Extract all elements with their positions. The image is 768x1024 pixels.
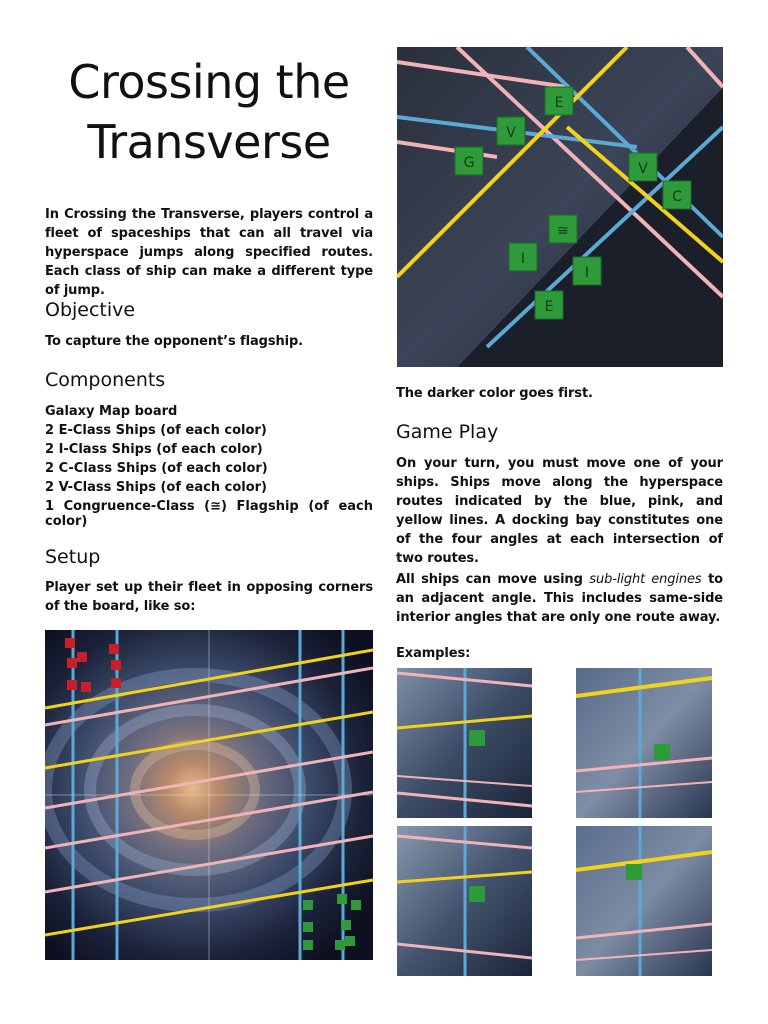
component-item: 1 Congruence-Class (≅) Flagship (of each color) (45, 499, 373, 529)
components-list (45, 402, 373, 529)
para2-text-a: All ships can move using (396, 572, 590, 587)
examples-label: Examples: (396, 646, 471, 661)
piece-letter: ≅ (557, 223, 569, 239)
objective-text: To capture the opponent’s flagship. (45, 334, 304, 349)
piece-letter: E (554, 95, 564, 111)
first-player-caption: The darker color goes first. (396, 386, 593, 401)
components-heading: Components (45, 369, 166, 391)
example-photo-2 (576, 668, 712, 818)
game-play-para1: On your turn, you must move one of your ships. Ships move along the hyperspace routes indicated by the blue, pink, and yellow lines. A docking bay constitutes one of the four angles at each intersection of two routes. (396, 456, 723, 566)
component-item: 2 V-Class Ships (of each color) (45, 480, 268, 495)
component-item: Galaxy Map board (45, 404, 178, 419)
piece-letter: I (584, 265, 590, 281)
setup-heading: Setup (45, 546, 101, 568)
component-item: 2 E-Class Ships (of each color) (45, 423, 267, 438)
objective-heading: Objective (45, 299, 136, 321)
document-title: Crossing the Transverse (68, 55, 350, 169)
component-item: 2 I-Class Ships (of each color) (45, 442, 263, 457)
para2-text-b: to an adjacent angle. This includes same-side interior angles that are only one route away. (396, 572, 724, 625)
example-photo-3 (397, 826, 532, 976)
game-play-para2 (396, 570, 723, 627)
piece-letter: E (544, 299, 554, 315)
example-photo-1 (397, 668, 532, 818)
ships-closeup-photo (397, 47, 723, 367)
piece-letter: V (506, 125, 516, 141)
sub-light-engines-term: sub-light engines (589, 572, 702, 587)
component-item: 2 C-Class Ships (of each color) (45, 461, 268, 476)
intro-paragraph: In Crossing the Transverse, players control a fleet of spaceships that can all travel via hyperspace jumps along specified routes. Each class of ship can make a different type of jump. (45, 207, 373, 298)
piece-letter: C (672, 189, 682, 205)
setup-text: Player set up their fleet in opposing corners of the board, like so: (45, 580, 373, 614)
piece-letter: V (638, 161, 648, 177)
setup-board-photo (45, 630, 373, 960)
example-photo-4 (576, 826, 712, 976)
piece-letter: G (463, 155, 475, 171)
piece-letter: I (520, 251, 526, 267)
game-play-heading: Game Play (396, 421, 499, 443)
